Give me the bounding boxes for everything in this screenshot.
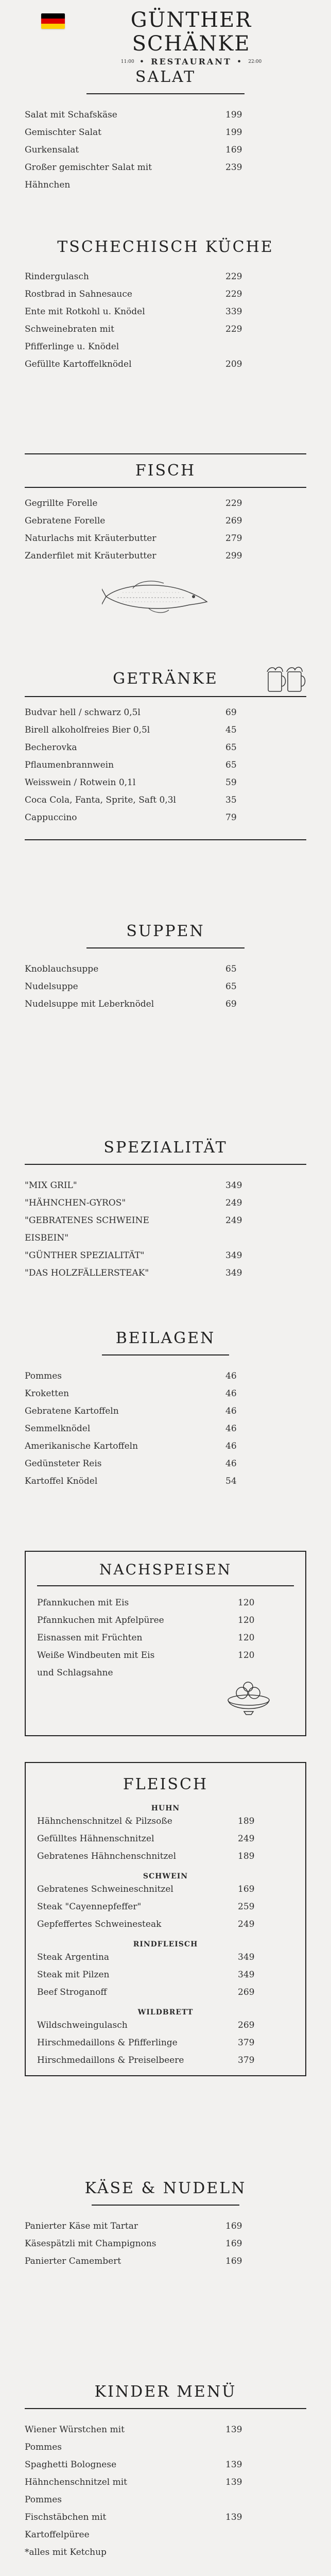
menu-item-name: "MIX GRIL" (25, 1180, 77, 1191)
dessert-bowl-icon (225, 1680, 272, 1716)
menu-item (25, 2547, 306, 2565)
menu-item (25, 359, 306, 377)
menu-item-price: 339 (225, 307, 242, 317)
items-salat (25, 110, 306, 197)
menu-item (37, 1902, 294, 1919)
menu-item (37, 1884, 294, 1902)
menu-item-name: Zanderfilet mit Kräuterbutter (25, 551, 156, 561)
menu-item (25, 981, 306, 999)
menu-item-price: 299 (225, 551, 242, 561)
menu-item (25, 1268, 306, 1285)
items-tschechisch (25, 272, 306, 377)
menu-item-name: Beef Stroganoff (37, 1987, 107, 1997)
menu-item (37, 1598, 294, 1615)
menu-item-name: Hirschmedaillons & Pfifferlinge (37, 2038, 178, 2048)
menu-item (25, 1476, 306, 1494)
menu-item (25, 725, 306, 742)
menu-item-name: Gebratenes Schweineschnitzel (37, 1884, 173, 1894)
menu-item (25, 1459, 306, 1476)
menu-item-price: 229 (225, 289, 242, 299)
menu-item-name: *alles mit Ketchup (25, 2547, 107, 2557)
section-title: GETRÄNKE (113, 670, 218, 688)
menu-item-price: 189 (238, 1816, 255, 1826)
menu-item (37, 1615, 294, 1633)
menu-item-price: 349 (225, 1268, 242, 1278)
menu-item (25, 516, 306, 533)
menu-item (25, 498, 306, 516)
menu-item-price: 209 (225, 359, 242, 369)
menu-item-name: Weisswein / Rotwein 0,1l (25, 777, 136, 788)
divider (25, 1164, 306, 1165)
divider (25, 453, 306, 454)
menu-item-price: 249 (225, 1198, 242, 1208)
menu-item (37, 1952, 294, 1970)
menu-item (25, 289, 306, 307)
divider (92, 2205, 239, 2206)
menu-item (25, 1233, 306, 1250)
menu-item (25, 2477, 306, 2495)
menu-item-price: 65 (225, 981, 237, 992)
menu-item (37, 2038, 294, 2055)
menu-item-price: 139 (225, 2425, 242, 2435)
menu-item-price: 120 (238, 1633, 255, 1643)
menu-item (25, 2530, 306, 2547)
menu-item-name: Pommes (25, 2442, 62, 2452)
menu-item-price: 45 (225, 725, 237, 735)
menu-item-name: Kartoffelpüree (25, 2530, 90, 2540)
menu-item (25, 742, 306, 760)
menu-item-name: Pfannkuchen mit Apfelpüree (37, 1615, 164, 1625)
menu-item (25, 2442, 306, 2460)
menu-item (25, 2221, 306, 2239)
divider (25, 2408, 306, 2409)
menu-item-price: 139 (225, 2477, 242, 2487)
section-spezial (25, 1139, 306, 1285)
menu-item (25, 2256, 306, 2274)
section-title: SUPPEN (126, 922, 205, 940)
menu-item-price: 249 (238, 1919, 255, 1929)
menu-item-name: Kroketten (25, 1388, 69, 1399)
section-tschechisch (25, 238, 306, 377)
section-title: KINDER MENÜ (94, 2383, 237, 2401)
meat-category-label: RINDFLEISCH (133, 1940, 198, 1948)
germany-flag-icon (41, 13, 65, 29)
section-kinder (25, 2383, 306, 2565)
menu-item-name: Budvar hell / schwarz 0,5l (25, 707, 141, 718)
menu-item-price: 65 (225, 760, 237, 770)
menu-item-price: 199 (225, 110, 242, 120)
menu-item-price: 269 (238, 1987, 255, 1997)
menu-item-price: 65 (225, 964, 237, 974)
menu-item-name: Amerikanische Kartoffeln (25, 1441, 138, 1451)
menu-item-name: Kartoffel Knödel (25, 1476, 98, 1486)
menu-item-name: Wiener Würstchen mit (25, 2425, 125, 2435)
menu-item-name: Knoblauchsuppe (25, 964, 99, 974)
menu-item-price: 349 (225, 1180, 242, 1191)
menu-item (25, 127, 306, 145)
menu-item-name: EISBEIN" (25, 1233, 69, 1243)
menu-item (25, 180, 306, 197)
menu-item (37, 1970, 294, 1987)
menu-item-name: Salat mit Schafskäse (25, 110, 117, 120)
menu-item (25, 1371, 306, 1388)
menu-item (37, 2020, 294, 2038)
section-title: SPEZIALITÄT (103, 1139, 228, 1157)
divider (25, 696, 306, 697)
menu-item-price: 269 (225, 516, 242, 526)
menu-item-price: 379 (238, 2038, 255, 2048)
menu-item-name: und Schlagsahne (37, 1668, 113, 1678)
menu-item-price: 349 (238, 1952, 255, 1962)
menu-item (25, 1198, 306, 1215)
menu-item-name: Hähnchen (25, 180, 71, 190)
menu-item-name: "HÄHNCHEN-GYROS" (25, 1198, 126, 1208)
menu-item (25, 1250, 306, 1268)
section-title: SALAT (135, 68, 196, 86)
restaurant-label: RESTAURANT (151, 57, 232, 66)
menu-item-name: Gefüllte Kartoffelknödel (25, 359, 132, 369)
menu-item-name: Coca Cola, Fanta, Sprite, Saft 0,3l (25, 795, 176, 805)
section-title: TSCHECHISCH KÜCHE (57, 238, 274, 256)
menu-item (25, 964, 306, 981)
menu-item (25, 795, 306, 812)
section-title: BEILAGEN (115, 1329, 216, 1347)
menu-item-price: 120 (238, 1615, 255, 1625)
menu-item (37, 1919, 294, 1937)
menu-item-price: 46 (225, 1441, 237, 1451)
menu-item (25, 760, 306, 777)
items-kaese (25, 2221, 306, 2274)
menu-item-name: Gefülltes Hähnenschnitzel (37, 1834, 154, 1844)
menu-item-price: 239 (225, 162, 242, 173)
menu-item (25, 2512, 306, 2530)
menu-item-price: 35 (225, 795, 237, 805)
menu-item (25, 2239, 306, 2256)
menu-item (37, 1851, 294, 1869)
menu-item-name: Gebratene Kartoffeln (25, 1406, 119, 1416)
menu-item-name: Hähnchenschnitzel mit (25, 2477, 127, 2487)
divider (86, 93, 245, 94)
menu-item (25, 551, 306, 568)
menu-item (25, 1423, 306, 1441)
menu-item-name: "GEBRATENES SCHWEINE (25, 1215, 149, 1226)
divider (102, 1354, 229, 1355)
menu-item-name: "GÜNTHER SPEZIALITÄT" (25, 1250, 145, 1261)
section-salat (25, 68, 306, 197)
items-fisch (25, 498, 306, 568)
menu-item (25, 777, 306, 795)
menu-item-price: 279 (225, 533, 242, 544)
header (25, 0, 306, 66)
menu-item (25, 342, 306, 359)
menu-item-price: 249 (225, 1215, 242, 1226)
menu-item-name: Naturlachs mit Kräuterbutter (25, 533, 156, 544)
menu-item-price: 169 (225, 2221, 242, 2231)
items-spezial (25, 1180, 306, 1285)
menu-item-name: Nudelsuppe (25, 981, 78, 992)
menu-item (25, 110, 306, 127)
menu-item (25, 707, 306, 725)
closing-hour: 22:00 (248, 59, 262, 64)
menu-item-name: Schweinebraten mit (25, 324, 114, 334)
menu-item (25, 145, 306, 162)
menu-item-price: 139 (225, 2512, 242, 2522)
section-fleisch (25, 1762, 306, 2076)
menu-item-price: 69 (225, 707, 237, 718)
menu-item-name: Großer gemischter Salat mit (25, 162, 152, 173)
divider (37, 1585, 294, 1586)
meat-category-label: WILDBRETT (137, 2008, 194, 2016)
section-suppen (25, 922, 306, 1016)
menu-item-price: 249 (238, 1834, 255, 1844)
menu-item (25, 1441, 306, 1459)
menu-item-price: 189 (238, 1851, 255, 1861)
items-nachspeisen (37, 1598, 294, 1685)
items-kinder (25, 2425, 306, 2565)
brand-name: GÜNTHER SCHÄNKE (130, 8, 252, 56)
menu-item (25, 1406, 306, 1423)
divider (25, 487, 306, 488)
menu-item-price: 379 (238, 2055, 255, 2065)
menu-item-name: Wildschweingulasch (37, 2020, 128, 2030)
menu-item-price: 229 (225, 324, 242, 334)
menu-item-name: Panierter Camembert (25, 2256, 121, 2266)
menu-item-price: 259 (238, 1902, 255, 1912)
section-title: NACHSPEISEN (99, 1561, 232, 1578)
menu-item-price: 46 (225, 1406, 237, 1416)
menu-item (25, 324, 306, 342)
menu-item-price: 269 (238, 2020, 255, 2030)
divider (86, 947, 245, 948)
menu-item-name: Pommes (25, 2495, 62, 2505)
menu-item-name: Käsespätzli mit Champignons (25, 2239, 156, 2249)
menu-item (25, 2425, 306, 2442)
menu-item-price: 69 (225, 999, 237, 1009)
menu-item-price: 59 (225, 777, 237, 788)
menu-item-name: Hirschmedaillons & Preiselbeere (37, 2055, 184, 2065)
menu-item-price: 79 (225, 812, 237, 823)
menu-item-price: 349 (238, 1970, 255, 1980)
menu-item-name: Gurkensalat (25, 145, 79, 155)
menu-item-price: 169 (225, 2239, 242, 2249)
items-beilagen (25, 1371, 306, 1494)
section-title: FLEISCH (123, 1775, 208, 1793)
menu-item-price: 54 (225, 1476, 237, 1486)
fleisch-groups (37, 1801, 294, 2073)
section-title: FISCH (135, 462, 196, 480)
menu-item-name: Steak mit Pilzen (37, 1970, 110, 1980)
menu-item (25, 2460, 306, 2477)
fish-illustration-icon (102, 572, 215, 618)
nachspeisen-frame (25, 1551, 306, 1736)
menu-item-name: Fischstäbchen mit (25, 2512, 107, 2522)
menu-item-name: Pfannkuchen mit Eis (37, 1598, 129, 1608)
menu-item-name: Gepfeffertes Schweinesteak (37, 1919, 162, 1929)
brand (76, 8, 306, 66)
menu-item-name: Steak "Cayennepfeffer" (37, 1902, 142, 1912)
menu-item-name: Pfifferlinge u. Knödel (25, 342, 119, 352)
menu-item-price: 46 (225, 1423, 237, 1434)
menu-item-name: Spaghetti Bolognese (25, 2460, 117, 2470)
menu-item-name: Rindergulasch (25, 272, 89, 282)
meat-category-label: SCHWEIN (143, 1872, 188, 1880)
menu-item-name: Pommes (25, 1371, 62, 1381)
menu-item (25, 307, 306, 324)
menu-item-price: 120 (238, 1650, 255, 1660)
menu-item-name: Ente mit Rotkohl u. Knödel (25, 307, 145, 317)
menu-item (37, 1650, 294, 1668)
menu-item-price: 169 (238, 1884, 255, 1894)
menu-item (25, 1215, 306, 1233)
menu-item-price: 199 (225, 127, 242, 138)
section-kaese (25, 2179, 306, 2274)
section-fisch (25, 453, 306, 568)
menu-item-name: Gebratene Forelle (25, 516, 106, 526)
menu-item (25, 272, 306, 289)
menu-item-name: Nudelsuppe mit Leberknödel (25, 999, 154, 1009)
menu-item-price: 65 (225, 742, 237, 753)
menu-item (37, 2055, 294, 2073)
menu-item-price: 120 (238, 1598, 255, 1608)
items-getraenke (25, 707, 306, 830)
menu-item-name: Gebratenes Hähnchenschnitzel (37, 1851, 177, 1861)
menu-item-price: 169 (225, 145, 242, 155)
menu-item-name: Gegrillte Forelle (25, 498, 98, 509)
menu-item-price: 349 (225, 1250, 242, 1261)
menu-item-price: 46 (225, 1388, 237, 1399)
menu-item-price: 229 (225, 498, 242, 509)
menu-item (37, 1816, 294, 1834)
opening-hour: 11:00 (120, 59, 134, 64)
menu-item (25, 812, 306, 830)
beer-mugs-icon (265, 663, 306, 697)
divider (25, 839, 306, 840)
menu-item-name: Semmelknödel (25, 1423, 91, 1434)
menu-item-price: 169 (225, 2256, 242, 2266)
menu-item-price: 229 (225, 272, 242, 282)
menu-item (25, 533, 306, 551)
menu-item (25, 2495, 306, 2512)
menu-item (25, 162, 306, 180)
items-suppen (25, 964, 306, 1016)
brand-subtitle: 11:00 • RESTAURANT • 22:00 (120, 57, 262, 66)
menu-item-name: Pflaumenbrannwein (25, 760, 114, 770)
menu-item-price: 46 (225, 1459, 237, 1469)
menu-item-name: Eisnassen mit Früchten (37, 1633, 143, 1643)
menu-item-name: Weiße Windbeuten mit Eis (37, 1650, 155, 1660)
menu-item (25, 1180, 306, 1198)
menu-item-name: Birell alkoholfreies Bier 0,5l (25, 725, 150, 735)
section-beilagen (25, 1329, 306, 1494)
fleisch-frame (25, 1762, 306, 2076)
menu-item (25, 1388, 306, 1406)
menu-item (37, 1633, 294, 1650)
menu-item-name: Gemischter Salat (25, 127, 101, 138)
menu-item-name: Panierter Käse mit Tartar (25, 2221, 138, 2231)
section-title: KÄSE & NUDELN (84, 2179, 247, 2197)
menu-item-name: Rostbrad in Sahnesauce (25, 289, 132, 299)
menu-item-name: "DAS HOLZFÄLLERSTEAK" (25, 1268, 149, 1278)
section-getraenke (25, 670, 306, 840)
menu-item (37, 1987, 294, 2005)
meat-category-label: HUHN (151, 1804, 180, 1812)
menu-item-price: 46 (225, 1371, 237, 1381)
menu-item-name: Hähnchenschnitzel & Pilzsoße (37, 1816, 172, 1826)
menu-item-price: 139 (225, 2460, 242, 2470)
menu-item (37, 1834, 294, 1851)
menu-item-name: Gedünsteter Reis (25, 1459, 102, 1469)
menu-item (25, 999, 306, 1016)
menu-item-name: Steak Argentina (37, 1952, 110, 1962)
menu-item-name: Becherovka (25, 742, 77, 753)
menu-item-name: Cappuccino (25, 812, 77, 823)
section-nachspeisen (25, 1551, 306, 1736)
